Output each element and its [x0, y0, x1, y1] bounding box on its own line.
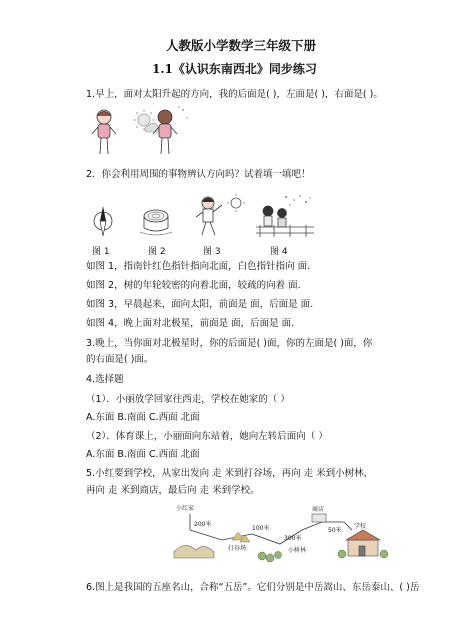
- figure-2-caption: 图 2: [148, 247, 166, 257]
- map-label-distance-4: 50米: [328, 527, 342, 534]
- question-6-text: 6.图上是我国的五座名山，合称“五岳”。它们分别是中岳嵩山、东岳泰山、( )岳: [86, 582, 420, 593]
- question-4-item-1: （1）．小丽放学回家往西走，学校在她家的（ ）: [86, 394, 290, 405]
- question-5-line-2: 再向 走 米到商店，最后向 走 米到学校。: [86, 485, 260, 496]
- map-label-field: 打谷场: [228, 545, 247, 552]
- question-2-line-2: 如图 2，树的年轮较密的向着北面，较疏的向着 面.: [86, 280, 301, 291]
- question-4-options-2: A.东面 B.南面 C.西面 北面: [86, 449, 200, 460]
- question-3-line-1: 3.晚上，当你面对北极星时，你的后面是( )面，你的左面是( )面，你: [86, 338, 373, 349]
- map-label-distance-3: 300米: [284, 535, 302, 542]
- girl-back-view-illustration: [143, 104, 193, 160]
- figure-3-caption: 图 3: [203, 247, 221, 257]
- map-label-distance-2: 100米: [252, 525, 270, 532]
- question-3-line-2: 的右面是( )面。: [86, 354, 154, 365]
- question-4-item-2: （2）．体育课上，小丽面向东站着，她向左转后面向（ ）: [86, 431, 328, 442]
- page-title: 人教版小学数学三年级下册: [166, 38, 317, 53]
- question-2-line-4: 如图 4，晚上面对北极星，前面是 面，后面是 面.: [86, 318, 295, 329]
- route-map-illustration: [172, 500, 392, 572]
- page-subtitle: 1.1《认识东南西北》同步练习: [152, 62, 317, 76]
- figure-1-caption: 图 1: [92, 247, 110, 257]
- question-2-intro: 2．你会利用周围的事物辨认方向吗？试着填一填吧！: [86, 169, 311, 180]
- map-label-shop: 商店: [312, 506, 325, 513]
- question-1-text: 1.早上，面对太阳升起的方向，我的后面是( )，左面是( )，右面是( )。: [86, 89, 383, 100]
- compass-needle-illustration: [93, 203, 113, 239]
- question-2-line-1: 如图 1，指南针红色指针指向北面，白色指针指向 面.: [86, 261, 311, 272]
- child-facing-sun-illustration: [188, 193, 248, 241]
- question-5-line-1: 5.小红要到学校，从家出发向 走 米到打谷场，再向 走 米到小树林，: [86, 468, 374, 479]
- map-label-distance-1: 200米: [194, 521, 212, 528]
- map-label-home: 小红家: [176, 505, 195, 512]
- map-label-school: 学校: [354, 523, 367, 530]
- question-4-options-1: A.东面 B.南面 C.西面 北面: [86, 412, 200, 423]
- children-night-stars-illustration: [254, 193, 316, 241]
- figure-4-caption: 图 4: [270, 247, 288, 257]
- map-label-woods: 小树林: [288, 547, 307, 554]
- question-2-line-3: 如图 3，早晨起来，面向太阳，前面是 面，后面是 面.: [86, 299, 314, 310]
- question-4-heading: 4.选择题: [86, 374, 124, 385]
- tree-stump-illustration: [136, 206, 176, 238]
